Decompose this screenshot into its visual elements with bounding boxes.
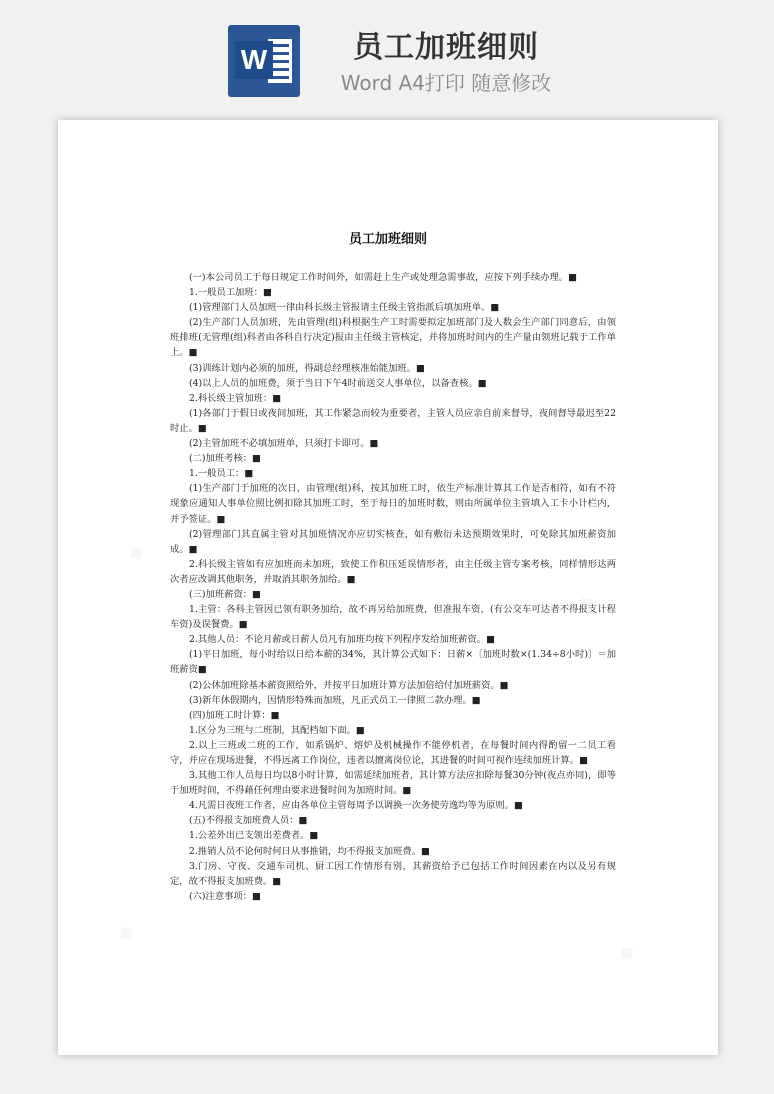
document-paragraph: (四)加班工时计算：■	[189, 709, 280, 721]
document-paragraph: 2.其他人员：不论月薪或日薪人员凡有加班均按下列程序发给加班薪资。■	[189, 634, 495, 646]
banner-subtitle: Word A4打印 随意修改	[340, 71, 552, 95]
document-paragraph: 1.一般员工加班：■	[189, 287, 272, 299]
header-banner	[0, 0, 774, 112]
word-letter: W	[235, 41, 273, 79]
document-paragraph: (1)管理部门人员加班一律由科长级主管报请主任级主管指派后填加班单。■	[189, 302, 500, 314]
document-paragraph: 1.一般员工：■	[189, 468, 254, 480]
document-body	[170, 270, 616, 904]
watermark	[113, 918, 139, 946]
document-paragraph: (3)新年休假期内，因情形特殊而加班，凡正式员工一律照二款办理。■	[189, 694, 481, 706]
document-paragraph: (三)加班薪资：■	[189, 588, 261, 600]
document-paragraph: (2)公休加班除基本薪资照给外，并按平日加班计算方法加倍给付加班薪资。■	[189, 679, 509, 691]
document-paragraph: (六)注意事项：■	[189, 890, 261, 902]
document-title: 员工加班细则	[348, 232, 427, 247]
document-paragraph: 1.区分为三班与二班制，其配档如下面。■	[189, 724, 365, 736]
document-paragraph: (3)训练计划内必须的加班，得副总经理核准始能加班。■	[189, 362, 425, 374]
watermark	[123, 538, 149, 566]
document-paragraph: (1)生产部门于加班的次日，由管理(组)科，按其加班工时，依生产标准计算其工作是否相符，如有不符现象应通知人事单位照比例扣除其加班工时，至于每日的加班时数，则由所属单位主管填入工卡小计栏内，并予签证。■	[170, 483, 616, 525]
document-paragraph: (2)管理部门其直属主管对其加班情况亦应切实核查，如有敷衍未达预期效果时，可免除其加班薪资加成。■	[170, 528, 616, 555]
document-paragraph: 1.公差外出已支领出差费者。■	[189, 830, 319, 842]
document-paragraph: 2.推销人员不论何时何日从事推销，均不得报支加班费。■	[189, 845, 430, 857]
document-paragraph: (二)加班考核：■	[189, 453, 261, 465]
document-paragraph: (1)平日加班，每小时给以日给本薪的34%，其计算公式如下：日薪×〔加班时数×(1.34÷8小时)〕＝加班薪资■	[170, 649, 616, 676]
document-paragraph: (2)生产部门人员加班，先由管理(组)科根据生产工时需要拟定加班部门及人数会生产部门同意后，由领班排班(无管理(组)科者由各科自行决定)报由主任级主管核定，并将加班时间内的生产量由领班记载于工作单上。■	[170, 317, 616, 359]
document-paragraph: (一)本公司员工于每日规定工作时间外，如需赶上生产或处理急需事故，应按下列手续办理。■	[189, 272, 577, 283]
document-paragraph: (2)主管加班不必填加班单，只须打卡即可。■	[189, 438, 379, 450]
watermark	[613, 938, 639, 966]
document-paragraph: 2.科长级主管加班：■	[189, 392, 282, 404]
document-paragraph: 4.凡需日夜班工作者，应由各单位主管每周予以调换一次务使劳逸均等为原则。■	[189, 800, 523, 812]
word-app-icon	[228, 25, 300, 97]
document-paragraph: (1)各部门于假日或夜间加班，其工作紧急而较为重要者，主管人员应亲自前来督导，夜间督导最迟至22时止。■	[170, 407, 616, 434]
document-paragraph: 3.其他工作人员每日均以8小时计算，如需延续加班者，其计算方法应扣除每餐30分钟(夜点亦同)，即等于加班时间，不得藉任何理由要求进餐时间为加班时间。■	[170, 770, 616, 797]
document-paragraph: 2.科长级主管如有应加班而未加班，致使工作积压延误情形者，由主任级主管专案考核，同样情形达两次者应改调其他职务，并取消其职务加给。■	[170, 558, 616, 585]
document-paragraph: 3.门房、守夜、交通车司机、厨工因工作情形有别，其薪资给予已包括工作时间因素在内以及另有规定，故不得报支加班费。■	[170, 860, 616, 887]
document-paragraph: (五)不得报支加班费人员：■	[189, 815, 308, 827]
document-paragraph: (4)以上人员的加班费，须于当日下午4时前送交人事单位，以备查核。■	[189, 377, 487, 389]
banner-title: 员工加班细则	[353, 30, 539, 65]
document-paragraph: 1.主管：各科主管因已领有职务加给，故不再另给加班费，但准报车资，(有公交车可达者不得报支计程车资)及误餐费。■	[170, 604, 616, 631]
document-paragraph: 2.以上三班或二班的工作，如系锅炉、熔炉及机械操作不能停机者，在每餐时间内得酌留一二员工看守，并应在现场进餐，不得远离工作岗位，违者以擅离岗位论，其进餐的时间可视作连续加班计算。■	[170, 739, 616, 766]
document-page	[58, 120, 718, 1055]
